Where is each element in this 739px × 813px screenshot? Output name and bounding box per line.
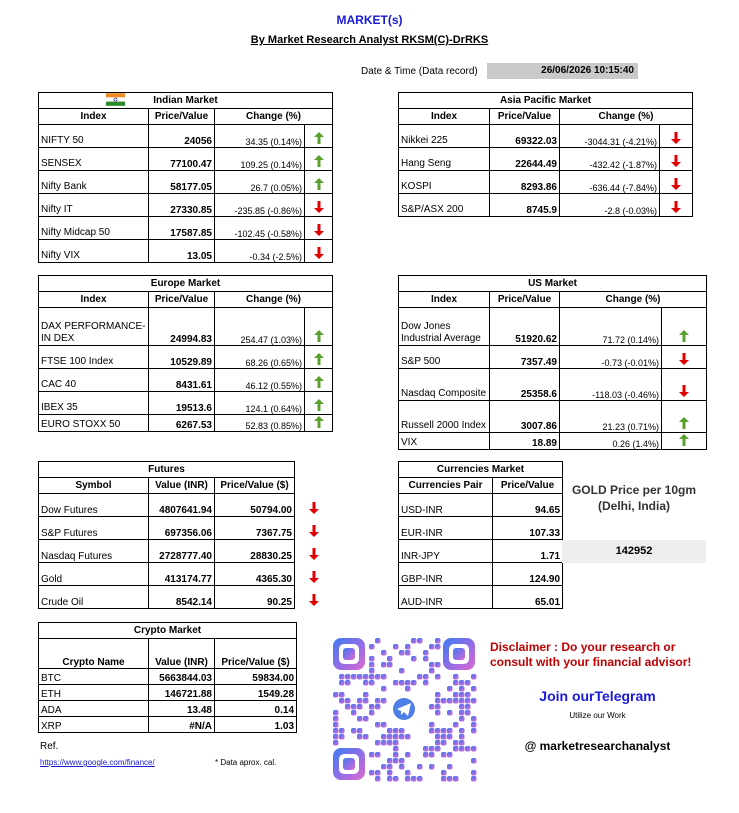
trend-up-arrow-icon [662, 433, 707, 450]
crypto-header-name: Crypto Name [39, 639, 149, 669]
crypto-table [38, 622, 297, 733]
index-name: Hang Seng [399, 148, 490, 171]
trend-down-arrow-icon [305, 240, 333, 263]
trend-down-arrow-icon [662, 346, 707, 369]
index-value: 58177.05 [149, 171, 215, 194]
currency-row [399, 586, 563, 609]
europe-row [39, 392, 333, 415]
gold-label-line2: (Delhi, India) [598, 499, 670, 513]
index-value: 25358.6 [490, 369, 560, 401]
index-name: S&P/ASX 200 [399, 194, 490, 217]
index-change: -0.34 (-2.5%) [215, 240, 305, 263]
europe-header-price: Price/Value [149, 292, 215, 308]
index-change: 46.12 (0.55%) [215, 369, 305, 392]
asia-row [399, 148, 693, 171]
currency-row [399, 563, 563, 586]
europe-market-table [38, 275, 333, 432]
futures-row [39, 586, 333, 609]
indian-header-change: Change (%) [215, 109, 333, 125]
index-name: SENSEX [39, 148, 149, 171]
index-name: Russell 2000 Index [399, 401, 490, 433]
asia-row [399, 171, 693, 194]
datetime-label: Date & Time (Data record) [361, 66, 478, 77]
index-name: Nifty IT [39, 194, 149, 217]
us-row [399, 369, 707, 401]
trend-up-arrow-icon [305, 171, 333, 194]
crypto-inr: #N/A [149, 717, 215, 733]
us-row [399, 401, 707, 433]
indian-market-table [38, 92, 333, 263]
index-name: CAC 40 [39, 369, 149, 392]
datetime-value: 26/06/2026 10:15:40 [487, 63, 638, 79]
index-value: 51920.62 [490, 308, 560, 346]
index-name: Dow Jones Industrial Average [399, 308, 490, 346]
index-name: VIX [399, 433, 490, 450]
trend-down-arrow-icon [295, 563, 333, 586]
index-value: 8293.86 [490, 171, 560, 194]
currency-pair: USD-INR [399, 494, 493, 517]
index-value: 3007.86 [490, 401, 560, 433]
trend-down-arrow-icon [295, 517, 333, 540]
futures-inr: 413174.77 [149, 563, 215, 586]
currency-pair: INR-JPY [399, 540, 493, 563]
index-change: -432.42 (-1.87%) [560, 148, 660, 171]
futures-inr: 2728777.40 [149, 540, 215, 563]
index-value: 7357.49 [490, 346, 560, 369]
index-change: 68.26 (0.65%) [215, 346, 305, 369]
data-note: * Data aprox. cal. [215, 758, 277, 767]
currency-row [399, 517, 563, 540]
index-change: -2.8 (-0.03%) [560, 194, 660, 217]
telegram-link[interactable]: Join ourTelegram [539, 688, 656, 704]
telegram-qr-code-icon[interactable] [331, 636, 477, 782]
futures-inr: 8542.14 [149, 586, 215, 609]
currencies-header-pair: Currencies Pair [399, 478, 493, 494]
currency-pair: GBP-INR [399, 563, 493, 586]
indian-row [39, 240, 333, 263]
asia-row [399, 125, 693, 148]
crypto-inr: 13.48 [149, 701, 215, 717]
crypto-usd: 1.03 [215, 717, 297, 733]
futures-symbol: Dow Futures [39, 494, 149, 517]
futures-row [39, 563, 333, 586]
index-name: IBEX 35 [39, 392, 149, 415]
crypto-row [39, 685, 297, 701]
gold-price-label [562, 482, 706, 514]
currency-row [399, 540, 563, 563]
index-value: 8431.61 [149, 369, 215, 392]
trend-down-arrow-icon [660, 125, 693, 148]
futures-title: Futures [39, 462, 295, 478]
trend-up-arrow-icon [305, 308, 333, 346]
futures-symbol: Crude Oil [39, 586, 149, 609]
us-header-index: Index [399, 292, 490, 308]
index-change: -636.44 (-7.84%) [560, 171, 660, 194]
futures-row [39, 517, 333, 540]
index-name: Nifty Bank [39, 171, 149, 194]
trend-up-arrow-icon [662, 308, 707, 346]
index-name: Nifty VIX [39, 240, 149, 263]
futures-symbol: S&P Futures [39, 517, 149, 540]
page-title: MARKET(s) [336, 13, 403, 27]
crypto-name: ADA [39, 701, 149, 717]
disclaimer-text: Disclaimer : Do your research or consult with your financial advisor! [490, 640, 692, 669]
reference-label: Ref. [40, 741, 59, 752]
currencies-header-price: Price/Value [493, 478, 563, 494]
trend-down-arrow-icon [662, 369, 707, 401]
us-row [399, 308, 707, 346]
page-subtitle: By Market Research Analyst RKSM(C)-DrRKS [250, 34, 489, 46]
asia-market-table [398, 92, 693, 217]
futures-header-inr: Value (INR) [149, 478, 215, 494]
asia-header-price: Price/Value [490, 109, 560, 125]
index-value: 13.05 [149, 240, 215, 263]
index-change: 254.47 (1.03%) [215, 308, 305, 346]
futures-header-usd: Price/Value ($) [215, 478, 295, 494]
europe-row [39, 308, 333, 346]
trend-down-arrow-icon [660, 171, 693, 194]
indian-row [39, 217, 333, 240]
index-value: 6267.53 [149, 415, 215, 432]
index-value: 8745.9 [490, 194, 560, 217]
crypto-name: XRP [39, 717, 149, 733]
reference-link[interactable]: https://www.google.com/finance/ [40, 758, 155, 767]
trend-up-arrow-icon [305, 369, 333, 392]
indian-market-title: Indian Market [39, 93, 333, 109]
indian-row [39, 194, 333, 217]
trend-down-arrow-icon [660, 194, 693, 217]
us-row [399, 433, 707, 450]
europe-market-title: Europe Market [39, 276, 333, 292]
index-value: 77100.47 [149, 148, 215, 171]
crypto-usd: 1549.28 [215, 685, 297, 701]
index-name: EURO STOXX 50 [39, 415, 149, 432]
handle-text: @ marketresearchanalyst [524, 739, 671, 753]
europe-row [39, 369, 333, 392]
indian-header-price: Price/Value [149, 109, 215, 125]
index-value: 19513.6 [149, 392, 215, 415]
index-change: 109.25 (0.14%) [215, 148, 305, 171]
crypto-row [39, 701, 297, 717]
index-change: 34.35 (0.14%) [215, 125, 305, 148]
index-name: NIFTY 50 [39, 125, 149, 148]
currency-value: 124.90 [493, 563, 563, 586]
crypto-name: ETH [39, 685, 149, 701]
europe-row [39, 346, 333, 369]
futures-row [39, 494, 333, 517]
index-value: 18.89 [490, 433, 560, 450]
index-value: 24994.83 [149, 308, 215, 346]
trend-up-arrow-icon [305, 392, 333, 415]
trend-down-arrow-icon [295, 494, 333, 517]
trend-down-arrow-icon [295, 540, 333, 563]
trend-down-arrow-icon [305, 217, 333, 240]
crypto-header-inr: Value (INR) [149, 639, 215, 669]
index-value: 17587.85 [149, 217, 215, 240]
us-header-change: Change (%) [560, 292, 707, 308]
crypto-title: Crypto Market [39, 623, 297, 639]
index-name: KOSPI [399, 171, 490, 194]
gold-label-line1: GOLD Price per 10gm [571, 483, 697, 497]
index-change: -0.73 (-0.01%) [560, 346, 662, 369]
crypto-usd: 59834.00 [215, 669, 297, 685]
futures-symbol: Gold [39, 563, 149, 586]
index-name: Nifty Midcap 50 [39, 217, 149, 240]
futures-header-symbol: Symbol [39, 478, 149, 494]
index-change: 26.7 (0.05%) [215, 171, 305, 194]
indian-row [39, 171, 333, 194]
index-value: 69322.03 [490, 125, 560, 148]
trend-down-arrow-icon [295, 586, 333, 609]
crypto-inr: 146721.88 [149, 685, 215, 701]
index-change: 0.26 (1.4%) [560, 433, 662, 450]
trend-down-arrow-icon [305, 194, 333, 217]
crypto-usd: 0.14 [215, 701, 297, 717]
index-change: 21.23 (0.71%) [560, 401, 662, 433]
europe-row [39, 415, 333, 432]
index-name: S&P 500 [399, 346, 490, 369]
index-change: 71.72 (0.14%) [560, 308, 662, 346]
index-name: FTSE 100 Index [39, 346, 149, 369]
futures-usd: 7367.75 [215, 517, 295, 540]
indian-header-index: Index [39, 109, 149, 125]
futures-usd: 50794.00 [215, 494, 295, 517]
trend-up-arrow-icon [305, 415, 333, 432]
trend-up-arrow-icon [662, 401, 707, 433]
index-name: Nikkei 225 [399, 125, 490, 148]
indian-row [39, 148, 333, 171]
crypto-header-usd: Price/Value ($) [215, 639, 297, 669]
india-flag-icon [106, 93, 125, 106]
currency-value: 107.33 [493, 517, 563, 540]
indian-row [39, 125, 333, 148]
crypto-row [39, 717, 297, 733]
currencies-title: Currencies Market [399, 462, 563, 478]
us-market-title: US Market [399, 276, 707, 292]
index-change: -102.45 (-0.58%) [215, 217, 305, 240]
currency-value: 65.01 [493, 586, 563, 609]
futures-row [39, 540, 333, 563]
futures-usd: 4365.30 [215, 563, 295, 586]
gold-price-value: 142952 [562, 540, 706, 563]
currency-value: 94.65 [493, 494, 563, 517]
index-change: -118.03 (-0.46%) [560, 369, 662, 401]
index-value: 24056 [149, 125, 215, 148]
us-header-price: Price/Value [490, 292, 560, 308]
index-change: 124.1 (0.64%) [215, 392, 305, 415]
index-name: Nasdaq Composite [399, 369, 490, 401]
futures-table [38, 461, 333, 609]
trend-up-arrow-icon [305, 346, 333, 369]
index-name: DAX PERFORMANCE-IN DEX [39, 308, 149, 346]
index-change: 52.83 (0.85%) [215, 415, 305, 432]
asia-header-index: Index [399, 109, 490, 125]
index-change: -3044.31 (-4.21%) [560, 125, 660, 148]
europe-header-index: Index [39, 292, 149, 308]
currencies-table [398, 461, 563, 609]
us-row [399, 346, 707, 369]
asia-market-title: Asia Pacific Market [399, 93, 693, 109]
us-market-table [398, 275, 707, 450]
index-change: -235.85 (-0.86%) [215, 194, 305, 217]
trend-up-arrow-icon [305, 148, 333, 171]
currency-pair: AUD-INR [399, 586, 493, 609]
currency-row [399, 494, 563, 517]
asia-header-change: Change (%) [560, 109, 693, 125]
trend-down-arrow-icon [660, 148, 693, 171]
crypto-inr: 5663844.03 [149, 669, 215, 685]
futures-usd: 28830.25 [215, 540, 295, 563]
asia-row [399, 194, 693, 217]
index-value: 22644.49 [490, 148, 560, 171]
futures-symbol: Nasdaq Futures [39, 540, 149, 563]
trend-up-arrow-icon [305, 125, 333, 148]
index-value: 10529.89 [149, 346, 215, 369]
index-value: 27330.85 [149, 194, 215, 217]
futures-inr: 697356.06 [149, 517, 215, 540]
futures-inr: 4807641.94 [149, 494, 215, 517]
currency-value: 1.71 [493, 540, 563, 563]
crypto-row [39, 669, 297, 685]
futures-usd: 90.25 [215, 586, 295, 609]
utilize-text: Utilize our Work [569, 711, 626, 720]
europe-header-change: Change (%) [215, 292, 333, 308]
currency-pair: EUR-INR [399, 517, 493, 540]
crypto-name: BTC [39, 669, 149, 685]
